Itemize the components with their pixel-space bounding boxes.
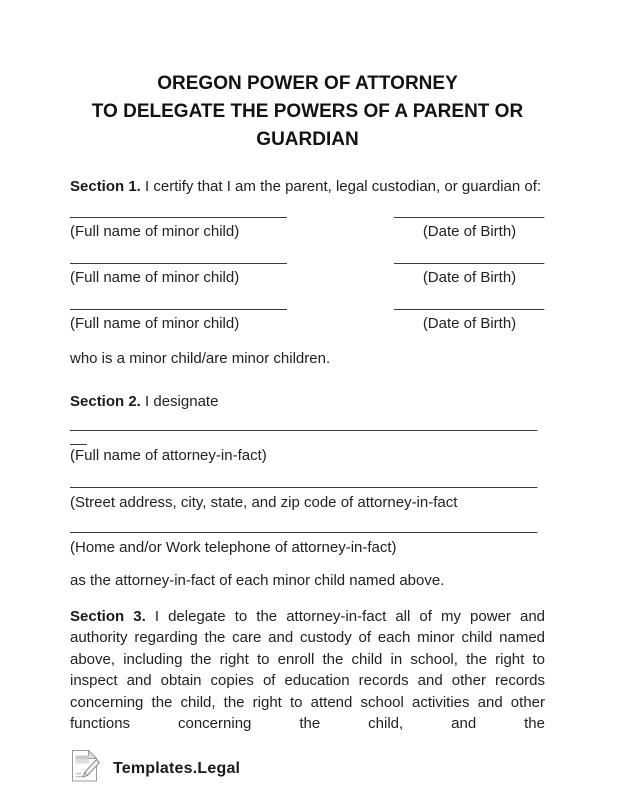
field-label-row [70, 221, 545, 243]
attorney-phone-label: (Home and/or Work telephone of attorney-in-fact) [70, 538, 397, 556]
field-label-row [70, 313, 545, 335]
section2-heading: Section 2. [70, 393, 141, 410]
section2-intro-text: I designate [145, 393, 219, 410]
minor-child-name-field[interactable]: __________________________ [70, 201, 287, 219]
attorney-address-label: (Street address, city, state, and zip code of attorney-in-fact [70, 493, 458, 511]
attorney-name-label: (Full name of attorney-in-fact) [70, 446, 267, 464]
title-line-3: GUARDIAN [256, 129, 359, 150]
minor-child-name-field[interactable]: __________________________ [70, 247, 287, 265]
date-of-birth-label: (Date of Birth) [422, 315, 517, 332]
title-line-1: OREGON POWER OF ATTORNEY [157, 73, 458, 94]
attorney-name-field[interactable]: __________________________________________________________ [70, 416, 538, 445]
date-of-birth-label: (Date of Birth) [422, 269, 517, 286]
section1-closing: who is a minor child/are minor children. [70, 349, 331, 367]
section3-heading: Section 3. [70, 607, 146, 625]
minor-child-name-label: (Full name of minor child) [70, 269, 240, 286]
attorney-phone-field[interactable]: ________________________________________________________ [70, 517, 538, 534]
attorney-address-field[interactable]: ________________________________________________________ [70, 472, 538, 489]
document-title [70, 70, 545, 154]
date-of-birth-field[interactable]: __________________ [394, 247, 545, 265]
section3-body-text: I delegate to the attorney-in-fact all of my power and authority regarding the care and custody of each minor child named above, including the right to enroll the child in school, the right to inspect and obtain copies of education records and other records concerning the child, the right to attend school activities and other functions concerning the child, and the [70, 607, 545, 732]
blank-line-row [70, 246, 545, 268]
section2-closing: as the attorney-in-fact of each minor child named above. [70, 572, 445, 589]
title-line-2: TO DELEGATE THE POWERS OF A PARENT OR [91, 101, 524, 122]
date-of-birth-field[interactable]: __________________ [394, 293, 545, 311]
section1-intro-text: I certify that I am the parent, legal custodian, or guardian of: [145, 178, 542, 195]
section1-heading: Section 1. [70, 178, 141, 195]
minor-child-name-label: (Full name of minor child) [70, 315, 240, 332]
blank-line-row [70, 292, 545, 314]
date-of-birth-label: (Date of Birth) [422, 223, 517, 240]
blank-line-row [70, 200, 545, 222]
minor-child-name-label: (Full name of minor child) [70, 223, 240, 240]
minor-child-name-field[interactable]: __________________________ [70, 293, 287, 311]
section3-paragraph [70, 606, 545, 735]
footer-brand [70, 749, 545, 790]
date-of-birth-field[interactable]: __________________ [394, 201, 545, 219]
section1-intro [70, 176, 545, 198]
document-pen-icon [70, 749, 100, 790]
field-label-row [70, 267, 545, 289]
section2-intro [70, 391, 545, 413]
brand-name: Templates.Legal [113, 760, 241, 777]
